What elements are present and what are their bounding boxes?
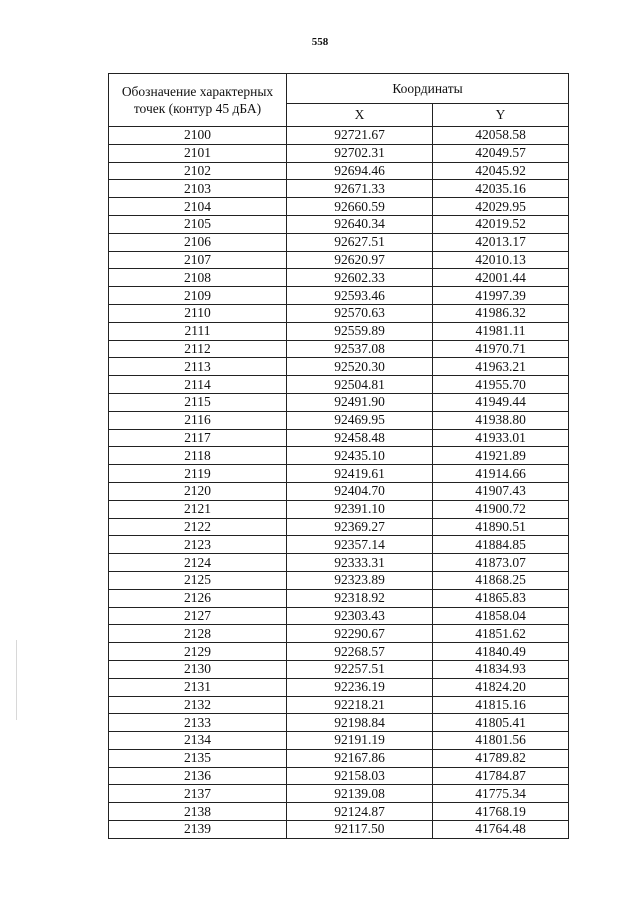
table-row bbox=[109, 215, 569, 233]
table-row bbox=[109, 518, 569, 536]
point-cell: 2136 bbox=[109, 767, 287, 785]
y-coordinate-cell: 41868.25 bbox=[433, 571, 569, 589]
x-coordinate-cell: 92419.61 bbox=[287, 465, 433, 483]
point-cell: 2114 bbox=[109, 376, 287, 394]
table-row bbox=[109, 180, 569, 198]
x-coordinate-cell: 92257.51 bbox=[287, 660, 433, 678]
table-row bbox=[109, 714, 569, 732]
y-coordinate-cell: 41907.43 bbox=[433, 482, 569, 500]
table-row bbox=[109, 447, 569, 465]
point-cell: 2134 bbox=[109, 732, 287, 750]
point-cell: 2105 bbox=[109, 215, 287, 233]
y-coordinate-cell: 41851.62 bbox=[433, 625, 569, 643]
x-coordinate-cell: 92290.67 bbox=[287, 625, 433, 643]
table-row bbox=[109, 607, 569, 625]
table-row bbox=[109, 411, 569, 429]
point-cell: 2132 bbox=[109, 696, 287, 714]
x-coordinate-cell: 92520.30 bbox=[287, 358, 433, 376]
x-column-header: X bbox=[287, 104, 433, 127]
table-row bbox=[109, 251, 569, 269]
table-row bbox=[109, 393, 569, 411]
y-coordinate-cell: 41981.11 bbox=[433, 322, 569, 340]
x-coordinate-cell: 92559.89 bbox=[287, 322, 433, 340]
table-row bbox=[109, 678, 569, 696]
y-coordinate-cell: 41900.72 bbox=[433, 500, 569, 518]
point-cell: 2120 bbox=[109, 482, 287, 500]
x-coordinate-cell: 92303.43 bbox=[287, 607, 433, 625]
y-coordinate-cell: 41933.01 bbox=[433, 429, 569, 447]
table-row bbox=[109, 803, 569, 821]
table-row bbox=[109, 482, 569, 500]
y-coordinate-cell: 41784.87 bbox=[433, 767, 569, 785]
point-cell: 2139 bbox=[109, 821, 287, 839]
point-cell: 2103 bbox=[109, 180, 287, 198]
point-cell: 2111 bbox=[109, 322, 287, 340]
point-cell: 2124 bbox=[109, 554, 287, 572]
y-coordinate-cell: 41921.89 bbox=[433, 447, 569, 465]
point-cell: 2100 bbox=[109, 127, 287, 145]
x-coordinate-cell: 92435.10 bbox=[287, 447, 433, 465]
table-row bbox=[109, 660, 569, 678]
y-coordinate-cell: 41884.85 bbox=[433, 536, 569, 554]
x-coordinate-cell: 92620.97 bbox=[287, 251, 433, 269]
point-cell: 2109 bbox=[109, 287, 287, 305]
y-coordinate-cell: 41764.48 bbox=[433, 821, 569, 839]
table-row bbox=[109, 304, 569, 322]
y-coordinate-cell: 41873.07 bbox=[433, 554, 569, 572]
y-coordinate-cell: 41840.49 bbox=[433, 643, 569, 661]
point-cell: 2118 bbox=[109, 447, 287, 465]
y-coordinate-cell: 41986.32 bbox=[433, 304, 569, 322]
x-coordinate-cell: 92404.70 bbox=[287, 482, 433, 500]
table-row bbox=[109, 358, 569, 376]
table-row bbox=[109, 340, 569, 358]
x-coordinate-cell: 92158.03 bbox=[287, 767, 433, 785]
point-cell: 2117 bbox=[109, 429, 287, 447]
point-cell: 2112 bbox=[109, 340, 287, 358]
point-cell: 2102 bbox=[109, 162, 287, 180]
page-number: 558 bbox=[311, 36, 329, 48]
y-coordinate-cell: 42049.57 bbox=[433, 144, 569, 162]
x-coordinate-cell: 92139.08 bbox=[287, 785, 433, 803]
table-row bbox=[109, 465, 569, 483]
table-row bbox=[109, 785, 569, 803]
y-coordinate-cell: 41768.19 bbox=[433, 803, 569, 821]
point-cell: 2129 bbox=[109, 643, 287, 661]
y-coordinate-cell: 42013.17 bbox=[433, 233, 569, 251]
point-designation-header: Обозначение характерных точек (контур 45 дБА) bbox=[109, 74, 287, 127]
y-coordinate-cell: 42001.44 bbox=[433, 269, 569, 287]
point-cell: 2116 bbox=[109, 411, 287, 429]
y-coordinate-cell: 41824.20 bbox=[433, 678, 569, 696]
x-coordinate-cell: 92671.33 bbox=[287, 180, 433, 198]
y-coordinate-cell: 41805.41 bbox=[433, 714, 569, 732]
y-coordinate-cell: 42019.52 bbox=[433, 215, 569, 233]
x-coordinate-cell: 92593.46 bbox=[287, 287, 433, 305]
x-coordinate-cell: 92323.89 bbox=[287, 571, 433, 589]
point-cell: 2137 bbox=[109, 785, 287, 803]
y-coordinate-cell: 41815.16 bbox=[433, 696, 569, 714]
x-coordinate-cell: 92333.31 bbox=[287, 554, 433, 572]
table-row bbox=[109, 767, 569, 785]
y-coordinate-cell: 41963.21 bbox=[433, 358, 569, 376]
table-row bbox=[109, 625, 569, 643]
y-coordinate-cell: 41865.83 bbox=[433, 589, 569, 607]
x-coordinate-cell: 92167.86 bbox=[287, 749, 433, 767]
scan-edge-mark bbox=[16, 640, 17, 720]
table-row bbox=[109, 536, 569, 554]
table-row bbox=[109, 500, 569, 518]
y-column-header: Y bbox=[433, 104, 569, 127]
point-cell: 2119 bbox=[109, 465, 287, 483]
y-coordinate-cell: 42058.58 bbox=[433, 127, 569, 145]
x-coordinate-cell: 92504.81 bbox=[287, 376, 433, 394]
x-coordinate-cell: 92268.57 bbox=[287, 643, 433, 661]
point-cell: 2101 bbox=[109, 144, 287, 162]
table-row bbox=[109, 571, 569, 589]
point-cell: 2110 bbox=[109, 304, 287, 322]
y-coordinate-cell: 42035.16 bbox=[433, 180, 569, 198]
table-row bbox=[109, 269, 569, 287]
table-row bbox=[109, 162, 569, 180]
point-cell: 2131 bbox=[109, 678, 287, 696]
x-coordinate-cell: 92491.90 bbox=[287, 393, 433, 411]
y-coordinate-cell: 41914.66 bbox=[433, 465, 569, 483]
table-row bbox=[109, 127, 569, 145]
table-row bbox=[109, 376, 569, 394]
y-coordinate-cell: 41775.34 bbox=[433, 785, 569, 803]
table-row bbox=[109, 233, 569, 251]
table-row bbox=[109, 287, 569, 305]
point-cell: 2133 bbox=[109, 714, 287, 732]
x-coordinate-cell: 92318.92 bbox=[287, 589, 433, 607]
point-cell: 2128 bbox=[109, 625, 287, 643]
y-coordinate-cell: 41955.70 bbox=[433, 376, 569, 394]
point-cell: 2125 bbox=[109, 571, 287, 589]
table-row bbox=[109, 429, 569, 447]
x-coordinate-cell: 92694.46 bbox=[287, 162, 433, 180]
y-coordinate-cell: 41789.82 bbox=[433, 749, 569, 767]
point-cell: 2122 bbox=[109, 518, 287, 536]
point-cell: 2115 bbox=[109, 393, 287, 411]
x-coordinate-cell: 92469.95 bbox=[287, 411, 433, 429]
x-coordinate-cell: 92640.34 bbox=[287, 215, 433, 233]
x-coordinate-cell: 92369.27 bbox=[287, 518, 433, 536]
x-coordinate-cell: 92191.19 bbox=[287, 732, 433, 750]
point-cell: 2123 bbox=[109, 536, 287, 554]
y-coordinate-cell: 41890.51 bbox=[433, 518, 569, 536]
x-coordinate-cell: 92537.08 bbox=[287, 340, 433, 358]
coordinates-table bbox=[108, 73, 569, 839]
x-coordinate-cell: 92458.48 bbox=[287, 429, 433, 447]
point-cell: 2130 bbox=[109, 660, 287, 678]
y-coordinate-cell: 41949.44 bbox=[433, 393, 569, 411]
point-cell: 2107 bbox=[109, 251, 287, 269]
y-coordinate-cell: 41997.39 bbox=[433, 287, 569, 305]
x-coordinate-cell: 92357.14 bbox=[287, 536, 433, 554]
x-coordinate-cell: 92236.19 bbox=[287, 678, 433, 696]
table-row bbox=[109, 554, 569, 572]
x-coordinate-cell: 92391.10 bbox=[287, 500, 433, 518]
point-cell: 2135 bbox=[109, 749, 287, 767]
point-cell: 2104 bbox=[109, 198, 287, 216]
x-coordinate-cell: 92721.67 bbox=[287, 127, 433, 145]
y-coordinate-cell: 41834.93 bbox=[433, 660, 569, 678]
x-coordinate-cell: 92218.21 bbox=[287, 696, 433, 714]
table-row bbox=[109, 696, 569, 714]
coordinates-group-header: Координаты bbox=[287, 74, 569, 104]
x-coordinate-cell: 92198.84 bbox=[287, 714, 433, 732]
y-coordinate-cell: 41970.71 bbox=[433, 340, 569, 358]
table-row bbox=[109, 589, 569, 607]
point-cell: 2127 bbox=[109, 607, 287, 625]
table-row bbox=[109, 732, 569, 750]
x-coordinate-cell: 92660.59 bbox=[287, 198, 433, 216]
y-coordinate-cell: 42045.92 bbox=[433, 162, 569, 180]
y-coordinate-cell: 41858.04 bbox=[433, 607, 569, 625]
point-cell: 2106 bbox=[109, 233, 287, 251]
x-coordinate-cell: 92570.63 bbox=[287, 304, 433, 322]
x-coordinate-cell: 92602.33 bbox=[287, 269, 433, 287]
point-cell: 2121 bbox=[109, 500, 287, 518]
x-coordinate-cell: 92702.31 bbox=[287, 144, 433, 162]
y-coordinate-cell: 42029.95 bbox=[433, 198, 569, 216]
y-coordinate-cell: 41938.80 bbox=[433, 411, 569, 429]
table-row bbox=[109, 821, 569, 839]
point-cell: 2138 bbox=[109, 803, 287, 821]
y-coordinate-cell: 42010.13 bbox=[433, 251, 569, 269]
point-cell: 2126 bbox=[109, 589, 287, 607]
x-coordinate-cell: 92117.50 bbox=[287, 821, 433, 839]
x-coordinate-cell: 92627.51 bbox=[287, 233, 433, 251]
point-cell: 2108 bbox=[109, 269, 287, 287]
y-coordinate-cell: 41801.56 bbox=[433, 732, 569, 750]
x-coordinate-cell: 92124.87 bbox=[287, 803, 433, 821]
table-row bbox=[109, 144, 569, 162]
point-cell: 2113 bbox=[109, 358, 287, 376]
coordinates-table-body bbox=[109, 127, 569, 839]
table-row bbox=[109, 749, 569, 767]
table-row bbox=[109, 643, 569, 661]
table-row bbox=[109, 198, 569, 216]
table-row bbox=[109, 322, 569, 340]
